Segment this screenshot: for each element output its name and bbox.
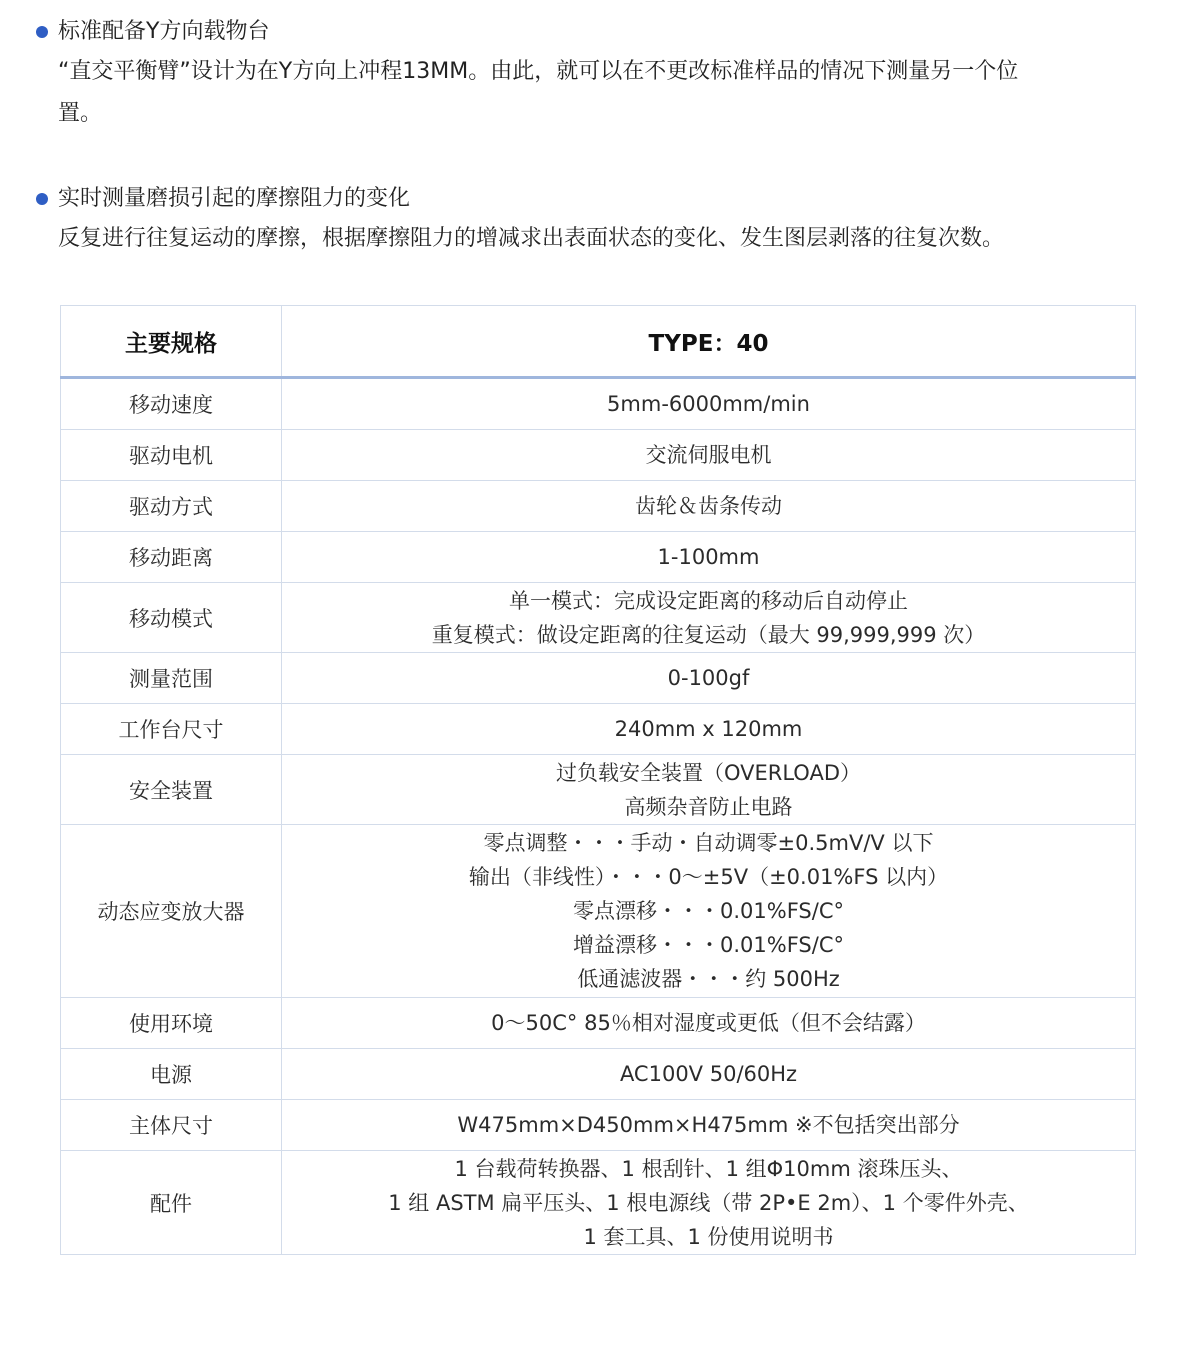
header-value: TYPE：40	[282, 306, 1136, 378]
table-row	[61, 653, 1136, 704]
spec-label-cell: 动态应变放大器	[61, 825, 282, 998]
bullet-dot-icon	[36, 193, 48, 205]
spec-label-cell: 使用环境	[61, 998, 282, 1049]
spec-value-line: W475mm×D450mm×H475mm ※不包括突出部分	[457, 1113, 960, 1137]
table-row	[61, 998, 1136, 1049]
spec-value-line: 1 套工具、1 份使用说明书	[583, 1224, 834, 1249]
spec-value-cell	[282, 378, 1136, 430]
table-row	[61, 825, 1136, 998]
table-row	[61, 704, 1136, 755]
spec-value-line: 增益漂移・・・0.01%FS/C°	[573, 933, 844, 957]
spec-label-cell: 测量范围	[61, 653, 282, 704]
spec-value-cell	[282, 998, 1136, 1049]
spec-value-line: 零点漂移・・・0.01%FS/C°	[573, 899, 844, 923]
spec-value-line: 5mm-6000mm/min	[607, 392, 810, 416]
table-header-row	[61, 306, 1136, 378]
spec-value-cell	[282, 825, 1136, 998]
spec-value-line: 低通滤波器・・・约 500Hz	[577, 967, 840, 991]
spec-table	[60, 305, 1136, 1255]
spec-value-line: 齿轮＆齿条传动	[635, 494, 782, 518]
spec-value-line: 过负载安全装置（OVERLOAD）	[555, 760, 862, 785]
spec-label-cell: 工作台尺寸	[61, 704, 282, 755]
table-row	[61, 1049, 1136, 1100]
spec-value-cell	[282, 653, 1136, 704]
spec-value-line: 1 组 ASTM 扁平压头、1 根电源线（带 2P•E 2m）、1 个零件外壳、	[388, 1190, 1029, 1215]
spec-value-line: 单一模式：完成设定距离的移动后自动停止	[509, 588, 908, 613]
spec-label-cell: 驱动电机	[61, 430, 282, 481]
spec-value-line: 输出（非线性）・・・0～±5V（±0.01%FS 以内）	[468, 865, 949, 889]
section-description: “直交平衡臂”设计为在Y方向上冲程13MM。由此，就可以在不更改标准样品的情况下测量另一个位 置。	[58, 59, 1019, 126]
table-row	[61, 378, 1136, 430]
spec-label-cell: 移动距离	[61, 532, 282, 583]
section-title: 实时测量磨损引起的摩擦阻力的变化	[58, 186, 411, 211]
spec-value-line: 0～50C° 85％相对湿度或更低（但不会结露）	[491, 1011, 926, 1035]
spec-label-cell: 主体尺寸	[61, 1100, 282, 1151]
spec-value-cell	[282, 430, 1136, 481]
spec-value-cell	[282, 755, 1136, 825]
spec-value-cell	[282, 704, 1136, 755]
spec-value-cell	[282, 532, 1136, 583]
spec-value-cell	[282, 583, 1136, 653]
spec-value-cell	[282, 1100, 1136, 1151]
spec-value-line: 交流伺服电机	[645, 443, 772, 467]
spec-table-body	[61, 378, 1136, 1255]
spec-label-cell: 电源	[61, 1049, 282, 1100]
spec-value-line: 1 台载荷转换器、1 根刮针、1 组Φ10mm 滚珠压头、	[454, 1156, 963, 1181]
table-row	[61, 1100, 1136, 1151]
section-description: 反复进行往复运动的摩擦，根据摩擦阻力的增减求出表面状态的变化、发生图层剥落的往复次数。	[58, 226, 1005, 251]
feature-section-friction	[34, 184, 1174, 260]
header-label: 主要规格	[61, 306, 282, 378]
feature-section-y-stage	[34, 17, 1174, 135]
spec-label-cell: 移动模式	[61, 583, 282, 653]
table-row	[61, 481, 1136, 532]
spec-label-cell: 移动速度	[61, 378, 282, 430]
spec-value-line: AC100V 50/60Hz	[619, 1062, 798, 1086]
spec-value-line: 零点调整・・・手动・自动调零±0.5mV/V 以下	[483, 831, 934, 855]
spec-value-line: 0-100gf	[667, 666, 750, 690]
section-title: 标准配备Y方向载物台	[58, 19, 270, 44]
spec-value-cell	[282, 481, 1136, 532]
spec-value-cell	[282, 1151, 1136, 1255]
bullet-dot-icon	[36, 26, 48, 38]
spec-value-line: 重复模式：做设定距离的往复运动（最大 99,999,999 次）	[431, 622, 986, 647]
table-row	[61, 430, 1136, 481]
spec-value-cell	[282, 1049, 1136, 1100]
spec-label-cell: 配件	[61, 1151, 282, 1255]
spec-label-cell: 安全装置	[61, 755, 282, 825]
spec-label-cell: 驱动方式	[61, 481, 282, 532]
table-row	[61, 755, 1136, 825]
spec-value-line: 240mm x 120mm	[614, 717, 803, 741]
spec-value-line: 1-100mm	[657, 545, 760, 569]
table-row	[61, 583, 1136, 653]
table-row	[61, 532, 1136, 583]
spec-value-line: 高频杂音防止电路	[624, 794, 793, 819]
table-row	[61, 1151, 1136, 1255]
